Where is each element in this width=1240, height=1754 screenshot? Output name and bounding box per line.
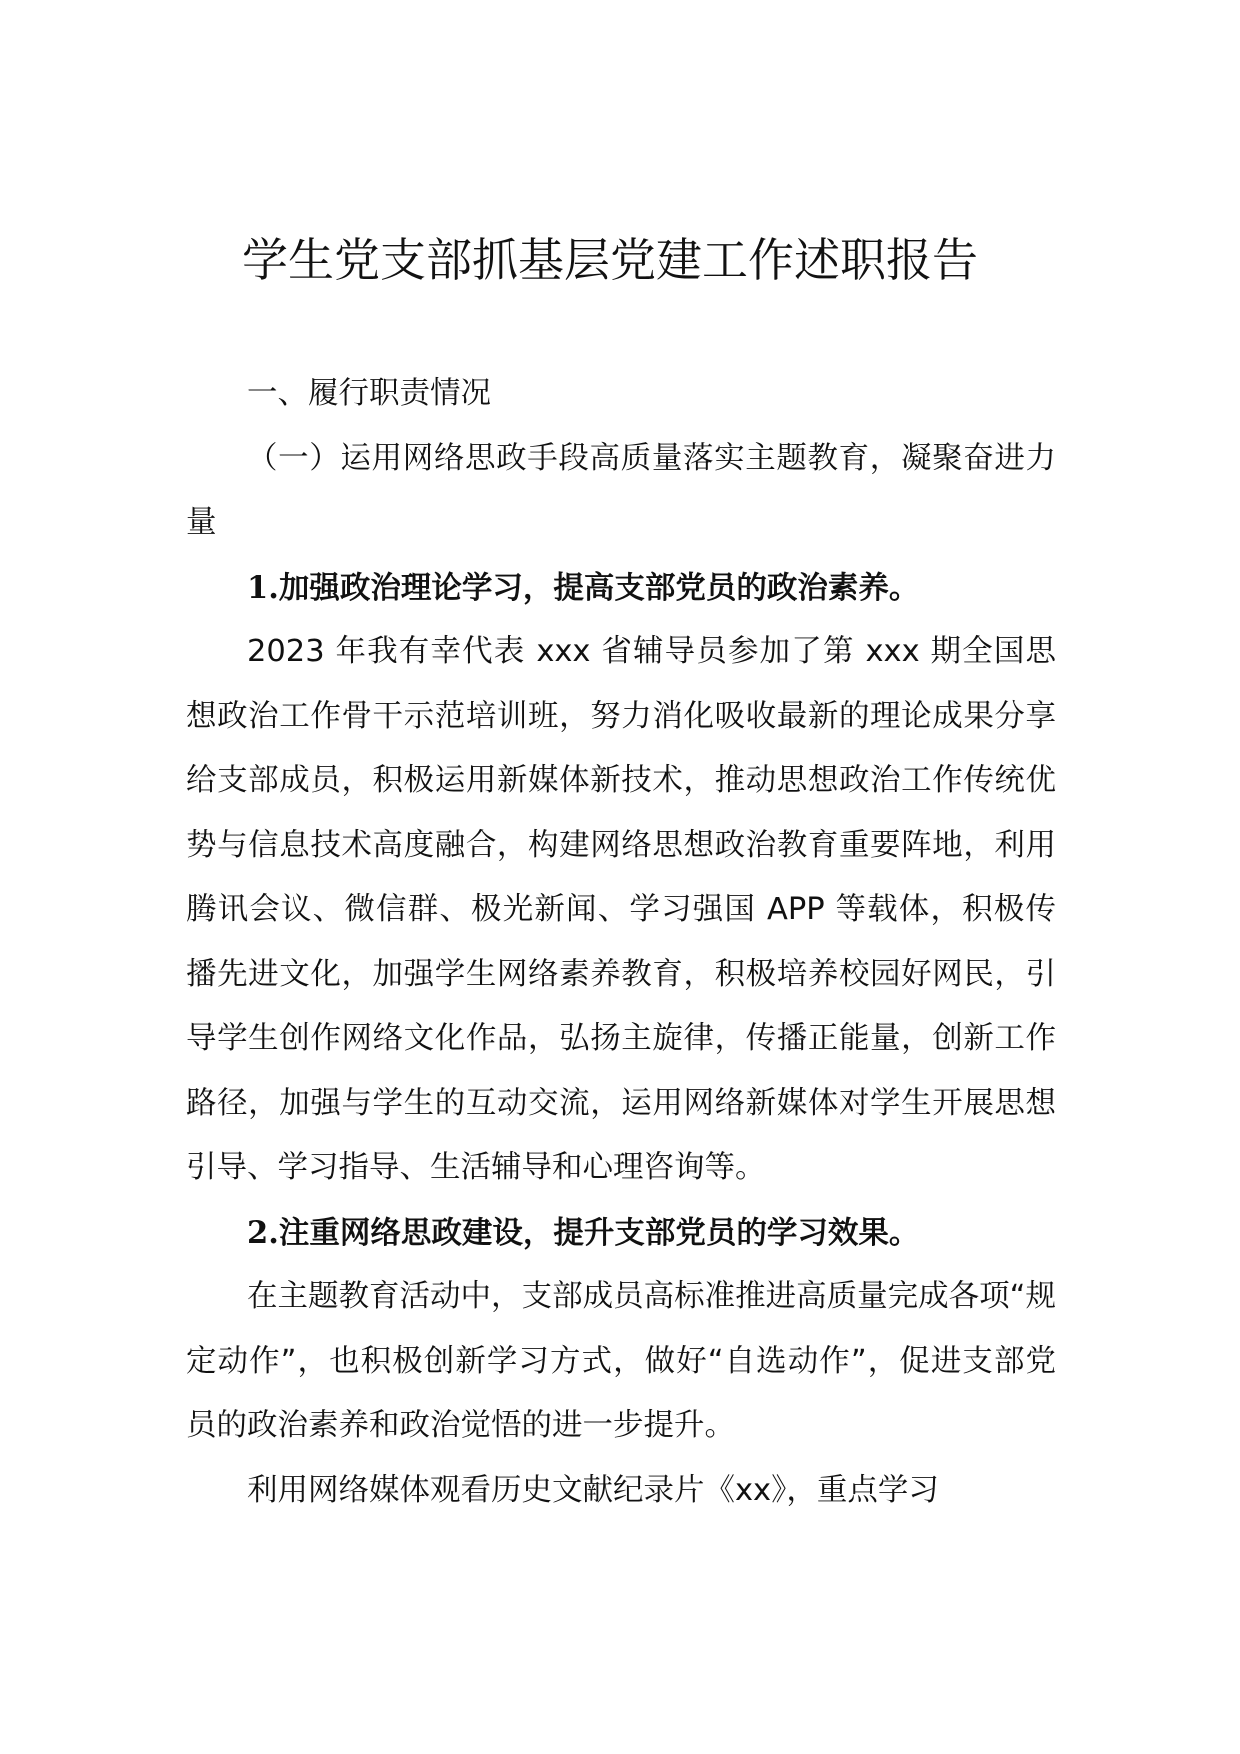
- body-paragraph-3: 利用网络媒体观看历史文献纪录片《xx》，重点学习: [247, 1472, 939, 1508]
- body-paragraph-1: 2023 年我有幸代表 xxx 省辅导员参加了第 xxx 期全国思想政治工作骨干示范培训班，努力消化吸收最新的理论成果分享给支部成员，积极运用新媒体新技术，推动思想政治工作传统优势与信息技术高度融合，构建网络思想政治教育重要阵地，利用腾讯会议、微信群、极光新闻、学习强国 APP 等载体，积极传播先进文化，加强学生网络素养教育，积极培养校园好网民，引导学生创作网络文化作品，弘扬主旋律，传播正能量，创新工作路径，加强与学生的互动交流，运用网络新媒体对学生开展思想引导、学习指导、生活辅导和心理咨询等。: [186, 634, 1056, 1185]
- point-heading-1: 1.加强政治理论学习，提高支部党员的政治素养。: [247, 569, 920, 606]
- point-heading-2: 2.注重网络思政建设，提升支部党员的学习效果。: [247, 1214, 920, 1251]
- document-title: 学生党支部抓基层党建工作述职报告: [242, 233, 978, 287]
- section-heading: 一、履行职责情况: [247, 376, 491, 411]
- subsection-heading: （一）运用网络思政手段高质量落实主题教育，凝聚奋进力量: [186, 440, 1056, 540]
- document-body: [186, 362, 1056, 1523]
- body-paragraph-2: 在主题教育活动中，支部成员高标准推进高质量完成各项“规定动作”，也积极创新学习方式，做好“自选动作”，促进支部党员的政治素养和政治觉悟的进一步提升。: [186, 1279, 1056, 1443]
